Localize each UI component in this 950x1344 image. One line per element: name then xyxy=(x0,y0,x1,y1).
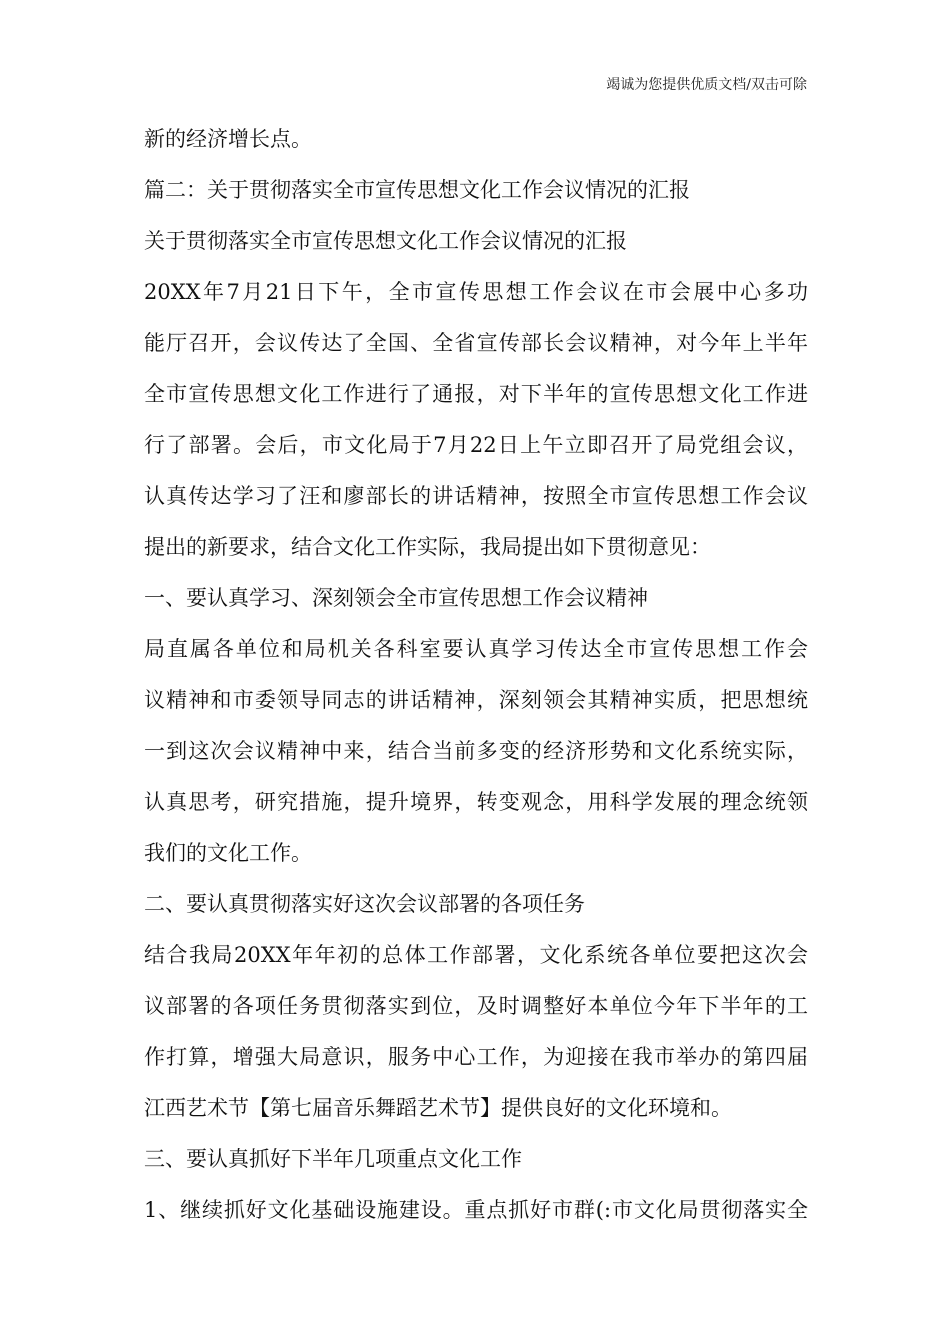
text-line: 结合我局20XX年年初的总体工作部署，文化系统各单位要把这次会 xyxy=(144,943,808,967)
text-line: 议精神和市委领导同志的讲话精神，深刻领会其精神实质，把思想统 xyxy=(144,688,808,712)
text-line: 局直属各单位和局机关各科室要认真学习传达全市宣传思想工作会 xyxy=(144,637,808,661)
text-line: 一到这次会议精神中来，结合当前多变的经济形势和文化系统实际， xyxy=(144,739,808,763)
section-heading: 三、要认真抓好下半年几项重点文化工作 xyxy=(144,1147,522,1171)
text-line: 1、继续抓好文化基础设施建设。重点抓好市群(:市文化局贯彻落实全 xyxy=(144,1198,808,1222)
text-line: 我们的文化工作。 xyxy=(144,841,312,865)
text-line: 行了部署。会后，市文化局于7月22日上午立即召开了局党组会议， xyxy=(144,433,808,457)
text-line: 认真思考，研究措施，提升境界，转变观念，用科学发展的理念统领 xyxy=(144,790,808,814)
text-line: 作打算，增强大局意识，服务中心工作，为迎接在我市举办的第四届 xyxy=(144,1045,808,1069)
text-line: 全市宣传思想文化工作进行了通报，对下半年的宣传思想文化工作进 xyxy=(144,382,808,406)
document-body xyxy=(144,114,808,1236)
text-line: 议部署的各项任务贯彻落实到位，及时调整好本单位今年下半年的工 xyxy=(144,994,808,1018)
section-title: 篇二：关于贯彻落实全市宣传思想文化工作会议情况的汇报 xyxy=(144,178,690,202)
section-heading: 二、要认真贯彻落实好这次会议部署的各项任务 xyxy=(144,892,585,916)
header-note: 竭诚为您提供优质文档/双击可除 xyxy=(606,77,807,93)
text-line: 提出的新要求，结合文化工作实际，我局提出如下贯彻意见： xyxy=(144,535,711,559)
document-title: 关于贯彻落实全市宣传思想文化工作会议情况的汇报 xyxy=(144,229,627,253)
text-line: 江西艺术节【第七届音乐舞蹈艺术节】提供良好的文化环境和。 xyxy=(144,1096,732,1120)
text-line: 能厅召开，会议传达了全国、全省宣传部长会议精神，对今年上半年 xyxy=(144,331,808,355)
text-line: 20XX年7月21日下午，全市宣传思想工作会议在市会展中心多功 xyxy=(144,280,808,304)
text-line: 新的经济增长点。 xyxy=(144,127,312,151)
section-heading: 一、要认真学习、深刻领会全市宣传思想工作会议精神 xyxy=(144,586,648,610)
text-line: 认真传达学习了汪和廖部长的讲话精神，按照全市宣传思想工作会议 xyxy=(144,484,808,508)
